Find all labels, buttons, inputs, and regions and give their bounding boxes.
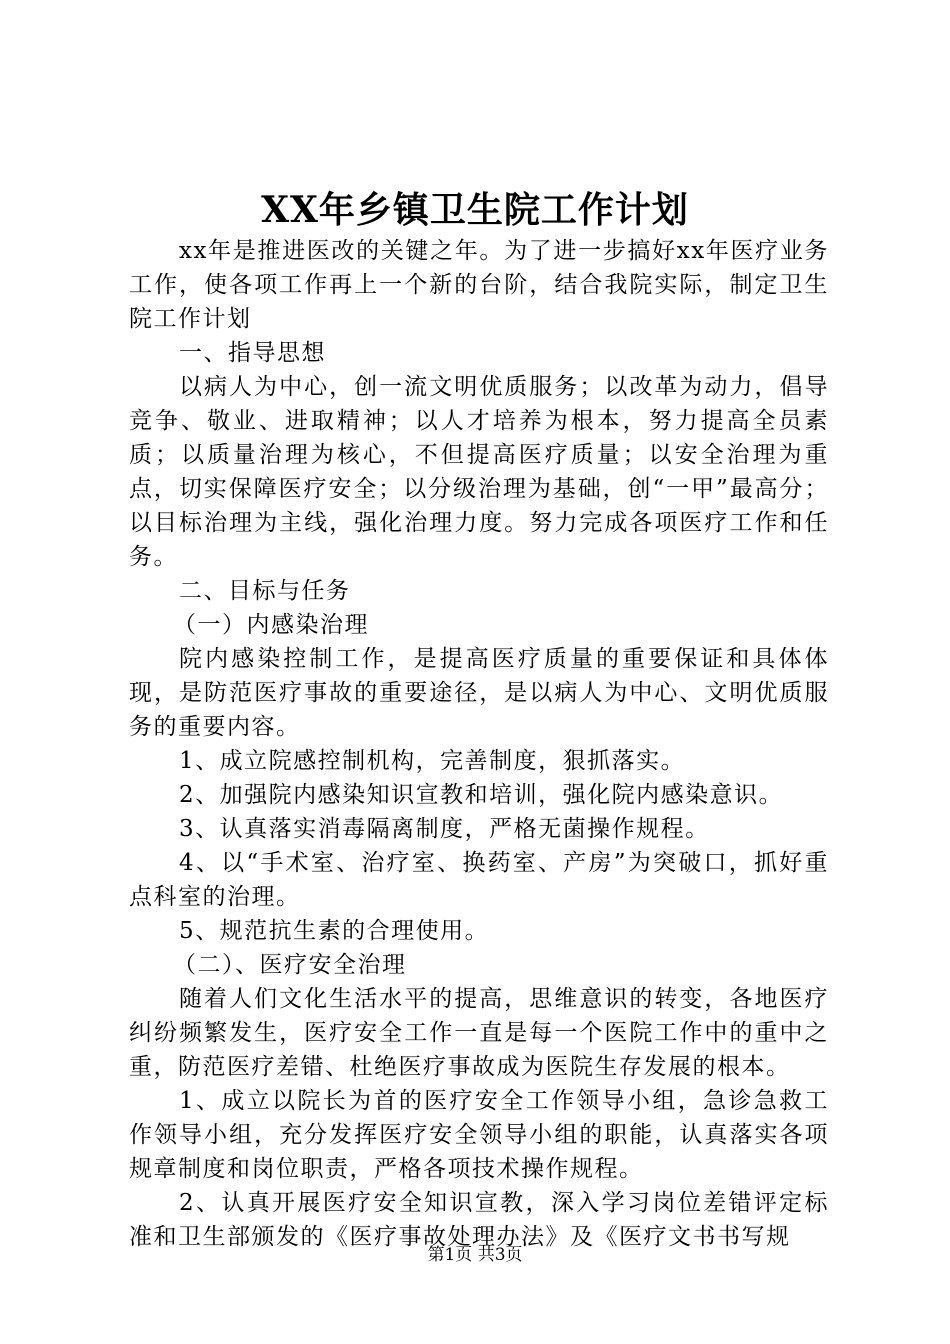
subheading-infection-control: （一）内感染治理: [173, 612, 369, 638]
list-item: 2、加强院内感染知识宣教和培训，强化院内感染意识。: [179, 782, 784, 808]
subheading-medical-safety: （二）、医疗安全治理: [173, 952, 407, 978]
list-item: 3、认真落实消毒隔离制度，严格无菌操作规程。: [179, 816, 710, 842]
document-body: [129, 234, 829, 1254]
heading-guiding-thought: 一、指导思想: [179, 340, 326, 366]
paragraph-guiding-thought: 以病人为中心，创一流文明优质服务；以改革为动力，倡导竞争、敬业、进取精神；以人才培养为根本，努力提高全员素质；以质量治理为核心，不但提高医疗质量；以安全治理为重点，切实保障医疗安全；以分级治理为基础，创“一甲”最高分；以目标治理为主线，强化治理力度。努力完成各项医疗工作和任务。: [129, 374, 829, 570]
list-item: 2、认真开展医疗安全知识宣教，深入学习岗位差错评定标准和卫生部颁发的《医疗事故处理办法》及《医疗文书书写规: [129, 1190, 829, 1250]
list-item: 1、成立院感控制机构，完善制度，狠抓落实。: [179, 748, 686, 774]
document-title: XX年乡镇卫生院工作计划: [261, 189, 689, 231]
paragraph-medical-safety: 随着人们文化生活水平的提高，思维意识的转变，各地医疗纠纷频繁发生，医疗安全工作一直是每一个医院工作中的重中之重，防范医疗差错、杜绝医疗事故成为医院生存发展的根本。: [129, 986, 829, 1080]
list-item: 1、成立以院长为首的医疗安全工作领导小组，急诊急救工作领导小组，充分发挥医疗安全领导小组的职能，认真落实各项规章制度和岗位职责，严格各项技术操作规程。: [129, 1088, 829, 1182]
list-item: 4、以“手术室、治疗室、换药室、产房”为突破口，抓好重点科室的治理。: [129, 850, 829, 910]
paragraph-infection-control: 院内感染控制工作，是提高医疗质量的重要保证和具体体现，是防范医疗事故的重要途径，是以病人为中心、文明优质服务的重要内容。: [129, 646, 829, 740]
list-item: 5、规范抗生素的合理使用。: [179, 918, 490, 944]
paragraph-intro: xx年是推进医改的关键之年。为了进一步搞好xx年医疗业务工作，使各项工作再上一个新的台阶，结合我院实际，制定卫生院工作计划: [129, 238, 829, 332]
heading-goals-tasks: 二、目标与任务: [179, 578, 351, 604]
page-number: 第1页 共3页: [427, 1245, 523, 1265]
